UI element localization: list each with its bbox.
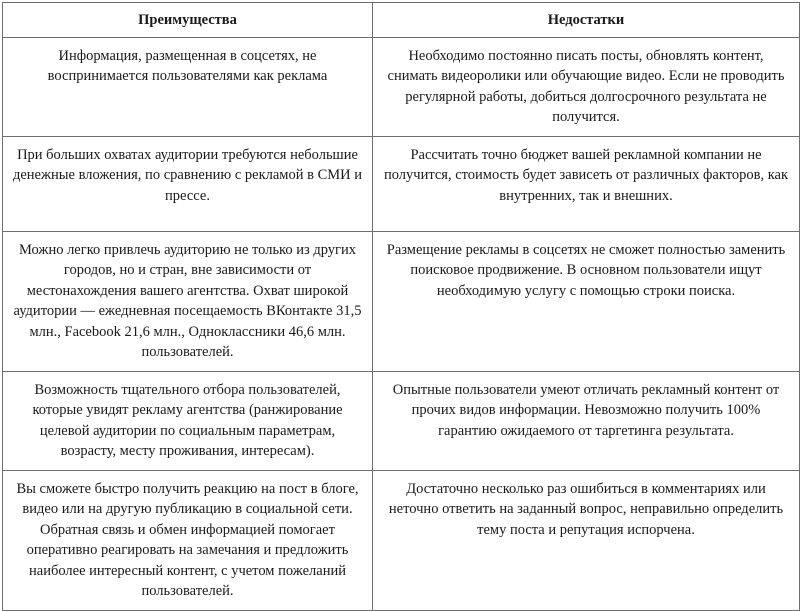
header-cons: Недостатки xyxy=(373,3,800,38)
pros-cell: Можно легко привлечь аудиторию не только из других городов, но и стран, вне зависимости от местонахождения вашего агентства. Охват широкой аудитории — ежедневная посещаемость ВКонтакте 31,5 млн., Facebook 21,6 млн., Одноклассники 46,6 млн. пользователей. xyxy=(3,231,373,371)
cons-cell: Достаточно несколько раз ошибиться в комментариях или неточно ответить на заданный вопрос, неправильно определить тему поста и репутация испорчена. xyxy=(373,470,800,610)
pros-cell: Возможность тщательного отбора пользователей, которые увидят рекламу агентства (ранжирование целевой аудитории по социальным параметрам, возрасту, месту проживания, интересам). xyxy=(3,371,373,470)
pros-cell: Информация, размещенная в соцсетях, не воспринимается пользователями как реклама xyxy=(3,37,373,136)
header-pros: Преимущества xyxy=(3,3,373,38)
table-row xyxy=(3,470,800,610)
cons-cell: Необходимо постоянно писать посты, обновлять контент, снимать видеоролики или обучающие видео. Если не проводить регулярной работы, добиться долгосрочного результата не получится. xyxy=(373,37,800,136)
table-row xyxy=(3,136,800,231)
pros-cell: Вы сможете быстро получить реакцию на пост в блоге, видео или на другую публикацию в социальной сети. Обратная связь и обмен информацией помогает оперативно реагировать на замечания и предложить наиболее интересный контент, с учетом пожеланий пользователей. xyxy=(3,470,373,610)
table-row xyxy=(3,37,800,136)
table-header-row xyxy=(3,3,800,38)
table-row xyxy=(3,371,800,470)
pros-cell: При больших охватах аудитории требуются небольшие денежные вложения, по сравнению с рекламой в СМИ и прессе. xyxy=(3,136,373,231)
cons-cell: Опытные пользователи умеют отличать рекламный контент от прочих видов информации. Невозможно получить 100% гарантию ожидаемого от таргетинга результата. xyxy=(373,371,800,470)
table-row xyxy=(3,231,800,371)
cons-cell: Рассчитать точно бюджет вашей рекламной компании не получится, стоимость будет зависеть от различных факторов, как внутренних, так и внешних. xyxy=(373,136,800,231)
cons-cell: Размещение рекламы в соцсетях не сможет полностью заменить поисковое продвижение. В основном пользователи ищут необходимую услугу с помощью строки поиска. xyxy=(373,231,800,371)
pros-cons-table xyxy=(2,2,800,611)
